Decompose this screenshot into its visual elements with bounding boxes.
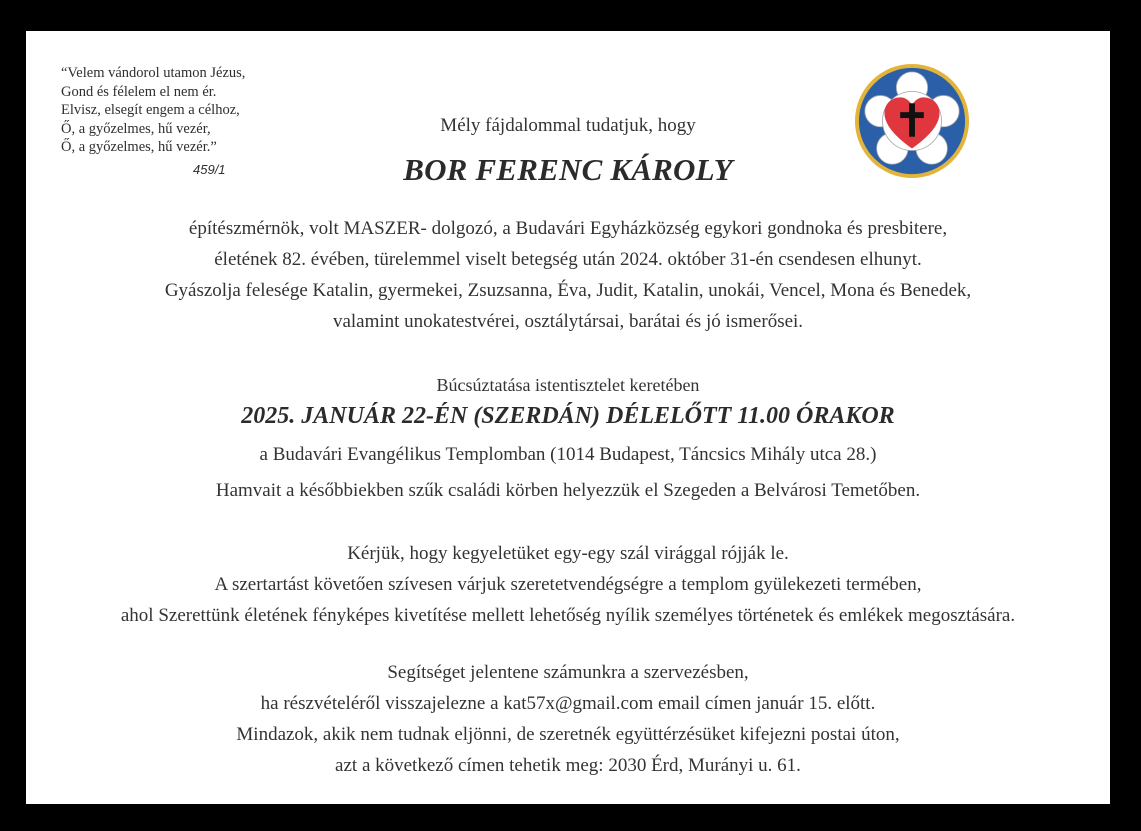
ashes-note: Hamvait a későbbiekben szűk családi körben helyezzük el Szegeden a Belvárosi Temetőben.	[215, 480, 921, 501]
quote-line: Gond és félelem el nem ér.	[61, 83, 217, 100]
deceased-name: BOR FERENC KÁROLY	[403, 152, 733, 187]
quote-line: Ő, a győzelmes, hű vezér.”	[61, 139, 217, 155]
intro-line: Mély fájdalommal tudatjuk, hogy	[440, 115, 696, 136]
request-paragraph	[26, 538, 1110, 631]
text-line: Gyászolja felesége Katalin, gyermekei, Zsuzsanna, Éva, Judit, Katalin, unokái, Vencel, Mona és Benedek,	[164, 280, 972, 301]
service-venue: a Budavári Evangélikus Templomban (1014 Budapest, Táncsics Mihály utca 28.)	[259, 444, 877, 465]
text-line: ahol Szerettünk életének fényképes kivetítése mellett lehetőség nyílik személyes történetek és emlékek megosztására.	[120, 605, 1016, 626]
text-line: A szertartást követően szívesen várjuk szeretetvendégségre a templom gyülekezeti termében,	[214, 574, 922, 595]
quote-line: Elvisz, elsegít engem a célhoz,	[61, 102, 240, 118]
quote-line: “Velem vándorol utamon Jézus,	[61, 65, 246, 81]
service-label: Búcsúztatása istentisztelet keretében	[436, 375, 700, 395]
biography-paragraph	[26, 213, 1110, 337]
contact-paragraph	[26, 657, 1110, 781]
text-line: életének 82. évében, türelemmel viselt betegség után 2024. október 31-én csendesen elhunyt.	[214, 249, 922, 270]
text-line: Mindazok, akik nem tudnak eljönni, de szeretnék együttérzésüket kifejezni postai úton,	[236, 724, 900, 745]
hymn-reference: 459/1	[193, 161, 226, 177]
service-datetime: 2025. JANUÁR 22-ÉN (SZERDÁN) DÉLELŐTT 11.00 ÓRAKOR	[241, 403, 895, 429]
text-line: Segítséget jelentene számunkra a szervezésben,	[387, 662, 749, 683]
text-line: Kérjük, hogy kegyeletüket egy-egy szál virággal rójják le.	[347, 543, 789, 564]
text-line: építészmérnök, volt MASZER- dolgozó, a Budavári Egyházközség egykori gondnoka és presbitere,	[188, 218, 948, 239]
quote-line: Ő, a győzelmes, hű vezér,	[61, 120, 211, 137]
text-line: valamint unokatestvérei, osztálytársai, barátai és jó ismerősei.	[332, 311, 804, 332]
text-line: ha részvételéről visszajelezne a kat57x@gmail.com email címen január 15. előtt.	[260, 693, 876, 714]
obituary-card	[26, 31, 1110, 804]
text-line: azt a következő címen tehetik meg: 2030 Érd, Murányi u. 61.	[335, 755, 801, 776]
